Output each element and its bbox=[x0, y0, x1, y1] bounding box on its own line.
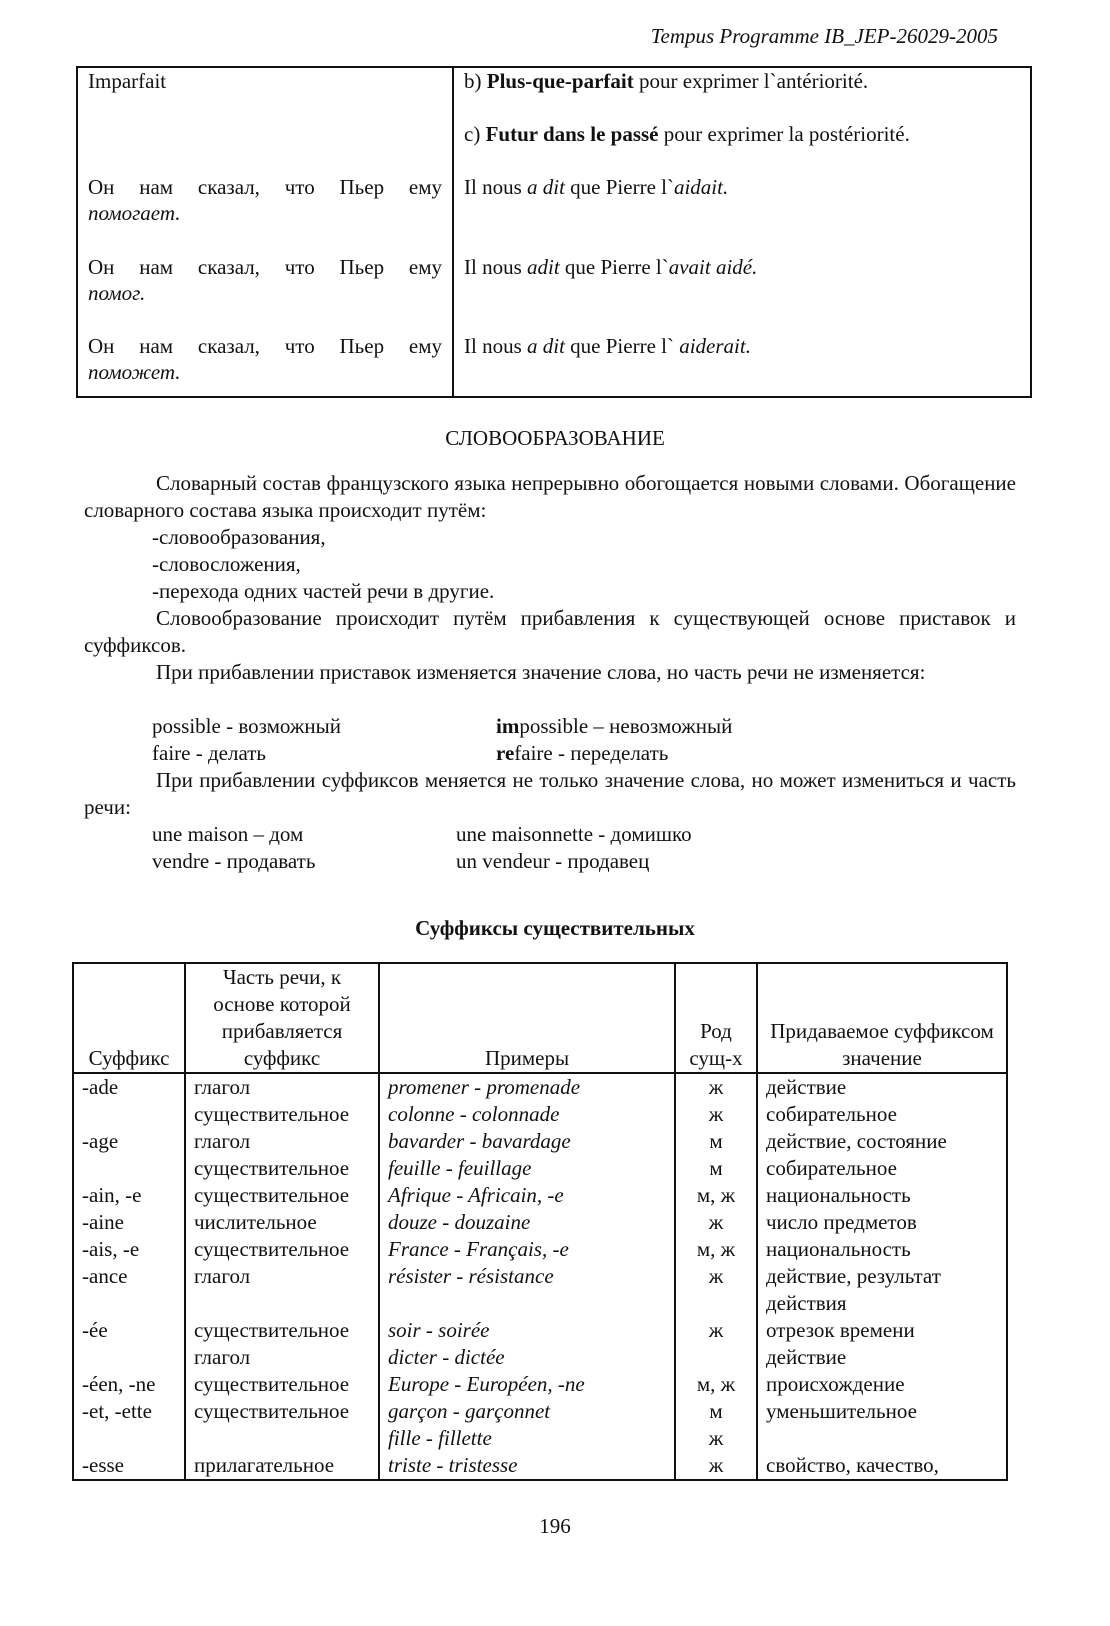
gender-cell: ж bbox=[675, 1209, 757, 1236]
header-part-of-speech: Часть речи, к основе которой прибавляется суффикс bbox=[185, 963, 379, 1073]
meaning-cell: национальность bbox=[757, 1182, 1007, 1209]
suffix-cell bbox=[73, 1101, 185, 1128]
meaning-cell: отрезок времени bbox=[757, 1317, 1007, 1344]
suffix-cell: -ade bbox=[73, 1073, 185, 1101]
gender-cell: ж bbox=[675, 1263, 757, 1317]
part-of-speech-cell: глагол bbox=[185, 1128, 379, 1155]
left-cell-imparfait: Imparfait bbox=[88, 69, 167, 93]
table-row bbox=[73, 1263, 1007, 1317]
part-of-speech-cell: прилагательное bbox=[185, 1452, 379, 1480]
suffix-table-title: Суффиксы существительных bbox=[415, 916, 695, 940]
running-header: Tempus Programme IB_JEP-26029-2005 bbox=[650, 24, 998, 48]
suffix-cell: -esse bbox=[73, 1452, 185, 1480]
part-of-speech-cell: существительное bbox=[185, 1155, 379, 1182]
gender-cell: м bbox=[675, 1155, 757, 1182]
example-right: une maisonnette - домишко bbox=[456, 822, 692, 846]
left-cell-verb-1: помогает. bbox=[88, 201, 181, 225]
meaning-cell: действие bbox=[757, 1073, 1007, 1101]
meaning-cell: свойство, качество, bbox=[757, 1452, 1007, 1480]
left-cell-sentence-1: Он нам сказал, что Пьер ему bbox=[88, 175, 442, 199]
gender-cell: м, ж bbox=[675, 1236, 757, 1263]
part-of-speech-cell: существительное bbox=[185, 1236, 379, 1263]
meaning-cell: происхождение bbox=[757, 1371, 1007, 1398]
left-cell-sentence-2: Он нам сказал, что Пьер ему bbox=[88, 255, 442, 279]
meaning-cell: национальность bbox=[757, 1236, 1007, 1263]
part-of-speech-cell: глагол bbox=[185, 1073, 379, 1101]
example-left: faire - делать bbox=[152, 741, 266, 765]
right-cell-plus-que-parfait: b) Plus-que-parfait pour exprimer l`antériorité. bbox=[464, 69, 869, 93]
example-cell: Europe - Européen, -ne bbox=[379, 1371, 675, 1398]
meaning-cell: собирательное bbox=[757, 1101, 1007, 1128]
part-of-speech-cell: глагол bbox=[185, 1263, 379, 1317]
meaning-cell: уменьшительное bbox=[757, 1398, 1007, 1425]
meaning-cell: действие bbox=[757, 1344, 1007, 1371]
table-row bbox=[73, 1101, 1007, 1128]
suffix-cell: -ain, -e bbox=[73, 1182, 185, 1209]
example-right: refaire - переделать bbox=[496, 741, 669, 765]
tense-table bbox=[76, 66, 1032, 398]
example-cell: promener - promenade bbox=[379, 1073, 675, 1101]
example-cell: France - Français, -e bbox=[379, 1236, 675, 1263]
gender-cell: м, ж bbox=[675, 1182, 757, 1209]
table-row bbox=[73, 1209, 1007, 1236]
part-of-speech-cell: числительное bbox=[185, 1209, 379, 1236]
suffix-cell: -éen, -ne bbox=[73, 1371, 185, 1398]
meaning-cell: число предметов bbox=[757, 1209, 1007, 1236]
example-cell: feuille - feuillage bbox=[379, 1155, 675, 1182]
example-cell: fille - fillette bbox=[379, 1425, 675, 1452]
page-number: 196 bbox=[539, 1514, 571, 1538]
tense-table-left-column bbox=[78, 68, 454, 396]
table-row bbox=[73, 1073, 1007, 1101]
example-cell: dicter - dictée bbox=[379, 1344, 675, 1371]
example-right: un vendeur - продавец bbox=[456, 849, 650, 873]
table-row bbox=[73, 1155, 1007, 1182]
tense-table-right-column bbox=[454, 68, 1030, 396]
right-cell-example-1: Il nous a dit que Pierre l`aidait. bbox=[464, 175, 729, 199]
left-cell-verb-2: помог. bbox=[88, 281, 146, 305]
right-cell-futur-passe: c) Futur dans le passé pour exprimer la postériorité. bbox=[464, 122, 910, 146]
gender-cell: ж bbox=[675, 1101, 757, 1128]
table-row bbox=[73, 1182, 1007, 1209]
suffix-cell: -ance bbox=[73, 1263, 185, 1317]
list-item: -словосложения, bbox=[152, 552, 301, 576]
gender-cell: ж bbox=[675, 1425, 757, 1452]
meaning-cell: действие, состояние bbox=[757, 1128, 1007, 1155]
gender-cell bbox=[675, 1344, 757, 1371]
part-of-speech-cell bbox=[185, 1425, 379, 1452]
suffix-cell: -ée bbox=[73, 1317, 185, 1344]
gender-cell: м, ж bbox=[675, 1371, 757, 1398]
example-cell: triste - tristesse bbox=[379, 1452, 675, 1480]
suffix-cell: -age bbox=[73, 1128, 185, 1155]
gender-cell: ж bbox=[675, 1452, 757, 1480]
example-cell: résister - résistance bbox=[379, 1263, 675, 1317]
meaning-cell: собирательное bbox=[757, 1155, 1007, 1182]
right-cell-example-2: Il nous adit que Pierre l`avait aidé. bbox=[464, 255, 758, 279]
list-item: -перехода одних частей речи в другие. bbox=[152, 579, 495, 603]
gender-cell: м bbox=[675, 1128, 757, 1155]
meaning-cell bbox=[757, 1425, 1007, 1452]
suffix-table bbox=[72, 962, 1008, 1481]
example-left: vendre - продавать bbox=[152, 849, 316, 873]
part-of-speech-cell: существительное bbox=[185, 1398, 379, 1425]
header-meaning: Придаваемое суффиксом значение bbox=[757, 963, 1007, 1073]
left-cell-verb-3: поможет. bbox=[88, 360, 181, 384]
table-row bbox=[73, 1371, 1007, 1398]
header-examples: Примеры bbox=[379, 963, 675, 1073]
part-of-speech-cell: существительное bbox=[185, 1317, 379, 1344]
example-cell: colonne - colonnade bbox=[379, 1101, 675, 1128]
section-title: СЛОВООБРАЗОВАНИЕ bbox=[445, 426, 665, 450]
example-cell: Afrique - Africain, -e bbox=[379, 1182, 675, 1209]
example-cell: bavarder - bavardage bbox=[379, 1128, 675, 1155]
suffix-cell bbox=[73, 1425, 185, 1452]
example-cell: soir - soirée bbox=[379, 1317, 675, 1344]
list-item: -словообразования, bbox=[152, 525, 326, 549]
table-row bbox=[73, 1452, 1007, 1480]
paragraph-prefixes: При прибавлении приставок изменяется значение слова, но часть речи не изменяется: bbox=[156, 660, 926, 684]
right-cell-example-3: Il nous a dit que Pierre l` aiderait. bbox=[464, 334, 751, 358]
paragraph-word-formation: Словообразование происходит путём прибавления к существующей основе приставок и суффиксов. bbox=[84, 606, 1016, 657]
example-left: possible - возможный bbox=[152, 714, 341, 738]
part-of-speech-cell: глагол bbox=[185, 1344, 379, 1371]
gender-cell: ж bbox=[675, 1317, 757, 1344]
paragraph-suffixes: При прибавлении суффиксов меняется не только значение слова, но может измениться и часть речи: bbox=[84, 768, 1016, 819]
part-of-speech-cell: существительное bbox=[185, 1101, 379, 1128]
table-row bbox=[73, 1128, 1007, 1155]
table-row bbox=[73, 1344, 1007, 1371]
suffix-cell: -aine bbox=[73, 1209, 185, 1236]
gender-cell: м bbox=[675, 1398, 757, 1425]
meaning-cell: действие, результат действия bbox=[757, 1263, 1007, 1317]
suffix-cell: -et, -ette bbox=[73, 1398, 185, 1425]
table-row bbox=[73, 1317, 1007, 1344]
paragraph-intro: Словарный состав французского языка непрерывно обогощается новыми словами. Обогащение словарного состава языка происходит путём: bbox=[84, 471, 1016, 522]
part-of-speech-cell: существительное bbox=[185, 1371, 379, 1398]
header-suffix: Суффикс bbox=[73, 963, 185, 1073]
part-of-speech-cell: существительное bbox=[185, 1182, 379, 1209]
suffix-cell: -ais, -e bbox=[73, 1236, 185, 1263]
left-cell-sentence-3: Он нам сказал, что Пьер ему bbox=[88, 334, 442, 358]
gender-cell: ж bbox=[675, 1073, 757, 1101]
table-row bbox=[73, 1236, 1007, 1263]
table-row bbox=[73, 1398, 1007, 1425]
table-header-row bbox=[73, 963, 1007, 1073]
example-right: impossible – невозможный bbox=[496, 714, 733, 738]
table-row bbox=[73, 1425, 1007, 1452]
example-cell: douze - douzaine bbox=[379, 1209, 675, 1236]
suffix-cell bbox=[73, 1344, 185, 1371]
header-gender: Род сущ-х bbox=[675, 963, 757, 1073]
example-left: une maison – дом bbox=[152, 822, 304, 846]
example-cell: garçon - garçonnet bbox=[379, 1398, 675, 1425]
suffix-cell bbox=[73, 1155, 185, 1182]
